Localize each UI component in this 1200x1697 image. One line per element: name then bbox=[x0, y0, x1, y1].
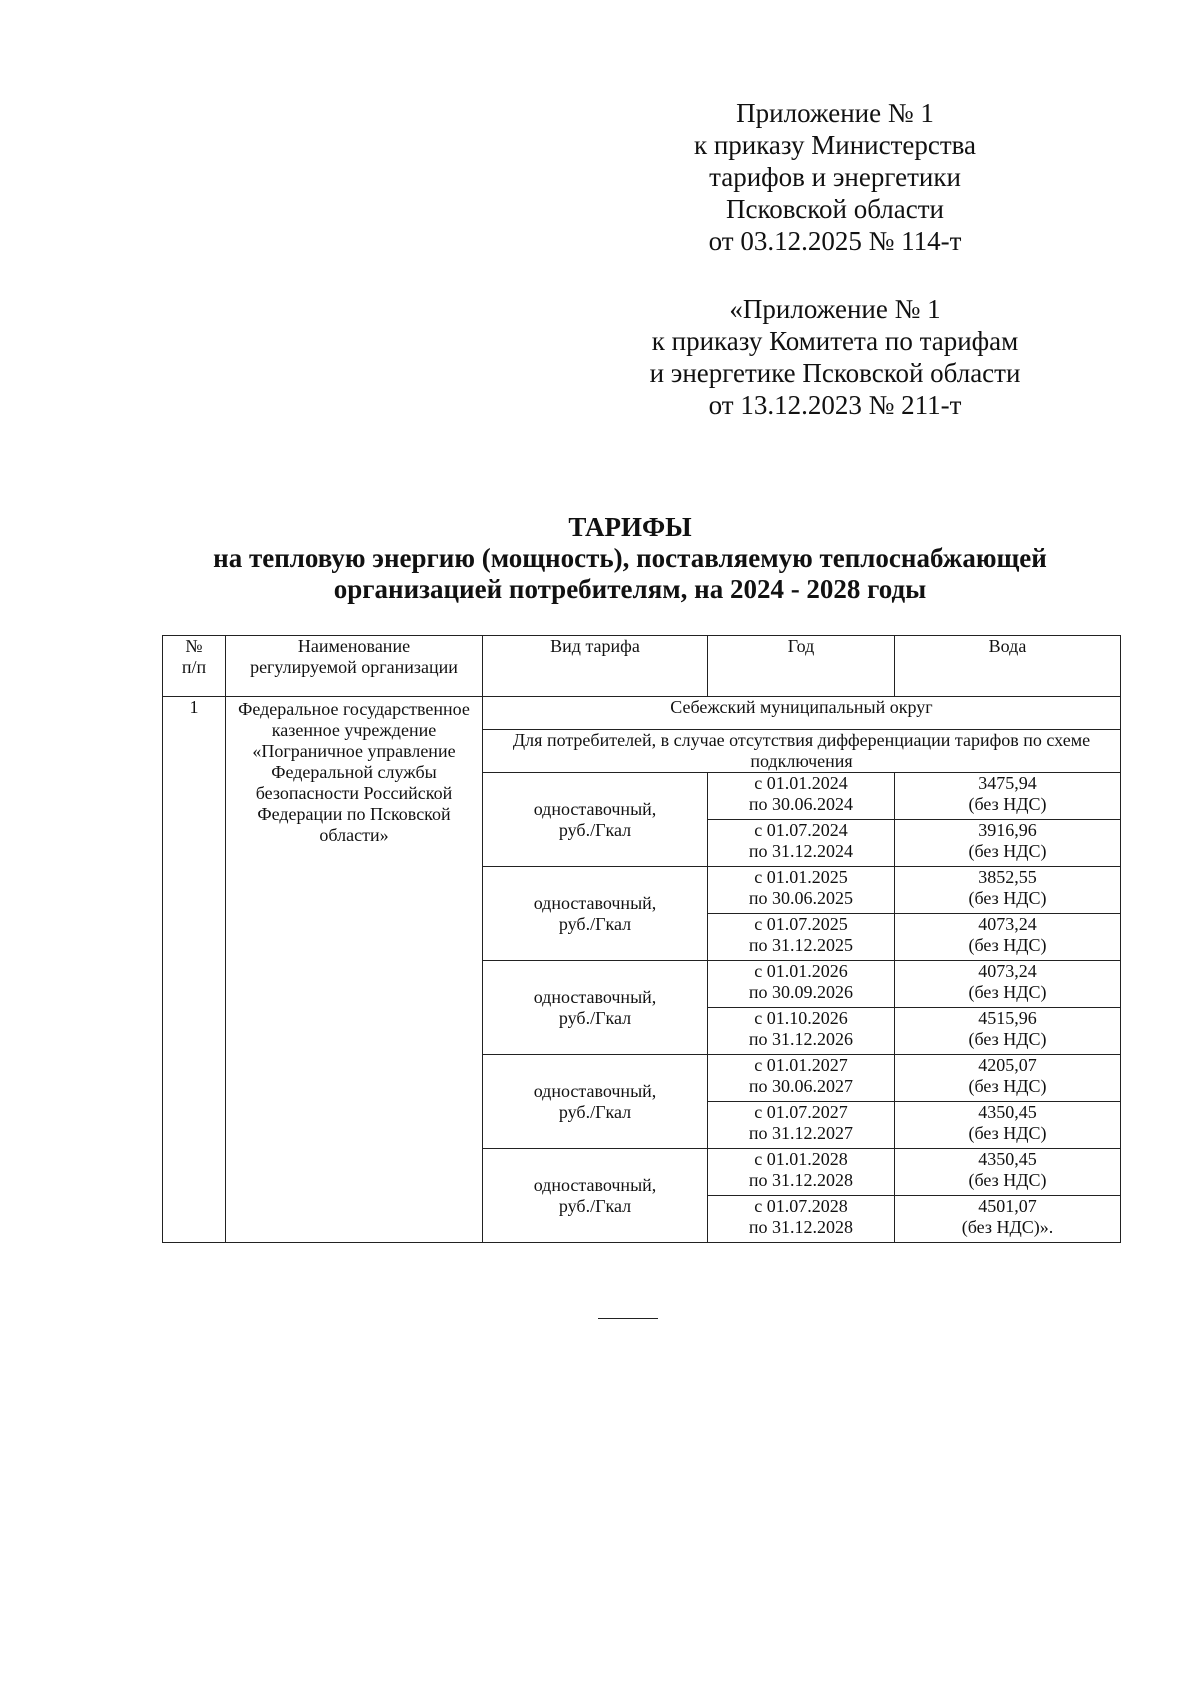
tariff-value: 3916,96 bbox=[978, 820, 1037, 840]
tariff-type-line: одноставочный, bbox=[533, 986, 657, 1007]
water-tariff-cell bbox=[895, 867, 1121, 914]
vat-note: (без НДС) bbox=[968, 982, 1047, 1002]
tariff-type-line: руб./Гкал bbox=[558, 1195, 632, 1216]
tariff-type-line: руб./Гкал bbox=[558, 819, 632, 840]
period-from: с 01.01.2024 bbox=[754, 773, 848, 793]
water-tariff-cell bbox=[895, 1149, 1121, 1196]
title-subtitle-line: на тепловую энергию (мощность), поставляемую теплоснабжающей bbox=[213, 543, 1047, 573]
water-tariff-cell bbox=[895, 961, 1121, 1008]
header-year: Год bbox=[708, 636, 895, 697]
tariff-value: 4515,96 bbox=[978, 1008, 1037, 1028]
vat-note: (без НДС) bbox=[968, 935, 1047, 955]
period-to: по 31.12.2024 bbox=[748, 841, 854, 861]
water-tariff-cell bbox=[895, 1102, 1121, 1149]
appendix-current-line: от 03.12.2025 № 114-т bbox=[708, 226, 962, 256]
water-tariff-cell bbox=[895, 820, 1121, 867]
period-cell bbox=[708, 961, 895, 1008]
period-to: по 31.12.2028 bbox=[748, 1170, 854, 1190]
period-from: с 01.01.2025 bbox=[754, 867, 848, 887]
header-water: Вода bbox=[895, 636, 1121, 697]
appendix-original-line: и энергетике Псковской области bbox=[649, 358, 1021, 388]
appendix-current-line: Псковской области bbox=[725, 194, 944, 224]
appendix-current-line: к приказу Министерства bbox=[693, 130, 977, 160]
period-from: с 01.07.2027 bbox=[754, 1102, 848, 1122]
title-heading: ТАРИФЫ bbox=[568, 512, 692, 542]
period-cell bbox=[708, 914, 895, 961]
tariff-value: 4501,07 bbox=[978, 1196, 1037, 1216]
tariff-type-line: руб./Гкал bbox=[558, 1007, 632, 1028]
tariff-type-line: одноставочный, bbox=[533, 1174, 657, 1195]
period-from: с 01.07.2024 bbox=[754, 820, 848, 840]
header-number-line: п/п bbox=[181, 657, 207, 677]
period-from: с 01.07.2025 bbox=[754, 914, 848, 934]
tariff-value: 4205,07 bbox=[978, 1055, 1037, 1075]
vat-note: (без НДС) bbox=[968, 1123, 1047, 1143]
period-to: по 31.12.2027 bbox=[748, 1123, 854, 1143]
period-to: по 31.12.2025 bbox=[748, 935, 854, 955]
period-to: по 30.06.2027 bbox=[748, 1076, 854, 1096]
vat-note: (без НДС) bbox=[968, 1029, 1047, 1049]
tariff-type-line: руб./Гкал bbox=[558, 913, 632, 934]
water-tariff-cell bbox=[895, 1008, 1121, 1055]
appendix-original-line: к приказу Комитета по тарифам bbox=[651, 326, 1019, 356]
appendix-original-line: от 13.12.2023 № 211-т bbox=[708, 390, 962, 420]
period-to: по 30.09.2026 bbox=[748, 982, 854, 1002]
end-divider bbox=[598, 1318, 658, 1319]
header-number-line: № bbox=[185, 636, 203, 656]
header-tariff-type: Вид тарифа bbox=[483, 636, 708, 697]
period-cell bbox=[708, 773, 895, 820]
appendix-original-block bbox=[620, 293, 1050, 421]
tariff-type-cell bbox=[483, 773, 708, 867]
period-to: по 31.12.2026 bbox=[748, 1029, 854, 1049]
period-cell bbox=[708, 867, 895, 914]
row-number: 1 bbox=[163, 697, 226, 1243]
appendix-current-line: тарифов и энергетики bbox=[709, 162, 961, 192]
period-to: по 30.06.2024 bbox=[748, 794, 854, 814]
period-from: с 01.01.2027 bbox=[754, 1055, 848, 1075]
water-tariff-cell bbox=[895, 773, 1121, 820]
vat-note: (без НДС) bbox=[968, 1170, 1047, 1190]
table-header-row bbox=[163, 636, 1121, 697]
appendix-current-line: Приложение № 1 bbox=[736, 98, 934, 128]
period-cell bbox=[708, 1196, 895, 1243]
header-organization-line: регулируемой организации bbox=[250, 657, 458, 677]
consumer-note: Для потребителей, в случае отсутствия дифференциации тарифов по схеме подключения bbox=[483, 730, 1121, 773]
appendix-original-line: «Приложение № 1 bbox=[729, 294, 941, 324]
tariff-type-cell bbox=[483, 1055, 708, 1149]
title-subtitle-line: организацией потребителям, на 2024 - 2028 годы bbox=[333, 574, 927, 604]
period-to: по 31.12.2028 bbox=[748, 1217, 854, 1237]
appendix-current-block bbox=[620, 97, 1050, 257]
vat-note: (без НДС) bbox=[968, 888, 1047, 908]
tariff-type-line: одноставочный, bbox=[533, 1080, 657, 1101]
water-tariff-cell bbox=[895, 1055, 1121, 1102]
organization-name: Федеральное государственное казенное учреждение «Пограничное управление Федеральной службы безопасности Российской Федерации по Псковской области» bbox=[226, 697, 483, 1243]
document-title bbox=[150, 512, 1110, 605]
tariff-type-line: руб./Гкал bbox=[558, 1101, 632, 1122]
tariff-type-line: одноставочный, bbox=[533, 798, 657, 819]
tariff-value: 3852,55 bbox=[978, 867, 1037, 887]
period-from: с 01.01.2026 bbox=[754, 961, 848, 981]
vat-note: (без НДС) bbox=[968, 841, 1047, 861]
period-cell bbox=[708, 1102, 895, 1149]
period-cell bbox=[708, 1149, 895, 1196]
period-cell bbox=[708, 1008, 895, 1055]
period-from: с 01.01.2028 bbox=[754, 1149, 848, 1169]
period-cell bbox=[708, 820, 895, 867]
header-organization-line: Наименование bbox=[297, 636, 411, 656]
tariff-type-line: одноставочный, bbox=[533, 892, 657, 913]
tariff-value: 3475,94 bbox=[978, 773, 1037, 793]
water-tariff-cell bbox=[895, 914, 1121, 961]
tariff-value: 4350,45 bbox=[978, 1102, 1037, 1122]
period-to: по 30.06.2025 bbox=[748, 888, 854, 908]
period-cell bbox=[708, 1055, 895, 1102]
tariff-type-cell bbox=[483, 867, 708, 961]
tariff-value: 4073,24 bbox=[978, 914, 1037, 934]
tariff-type-cell bbox=[483, 1149, 708, 1243]
vat-note: (без НДС) bbox=[968, 1076, 1047, 1096]
header-number bbox=[163, 636, 226, 697]
vat-note: (без НДС)». bbox=[961, 1217, 1054, 1237]
water-tariff-cell bbox=[895, 1196, 1121, 1243]
tariff-value: 4350,45 bbox=[978, 1149, 1037, 1169]
period-from: с 01.07.2028 bbox=[754, 1196, 848, 1216]
table-row bbox=[163, 697, 1121, 730]
period-from: с 01.10.2026 bbox=[754, 1008, 848, 1028]
header-organization bbox=[226, 636, 483, 697]
district-name: Себежский муниципальный округ bbox=[483, 697, 1121, 730]
tariffs-table bbox=[162, 635, 1121, 1243]
tariff-type-cell bbox=[483, 961, 708, 1055]
vat-note: (без НДС) bbox=[968, 794, 1047, 814]
tariff-value: 4073,24 bbox=[978, 961, 1037, 981]
